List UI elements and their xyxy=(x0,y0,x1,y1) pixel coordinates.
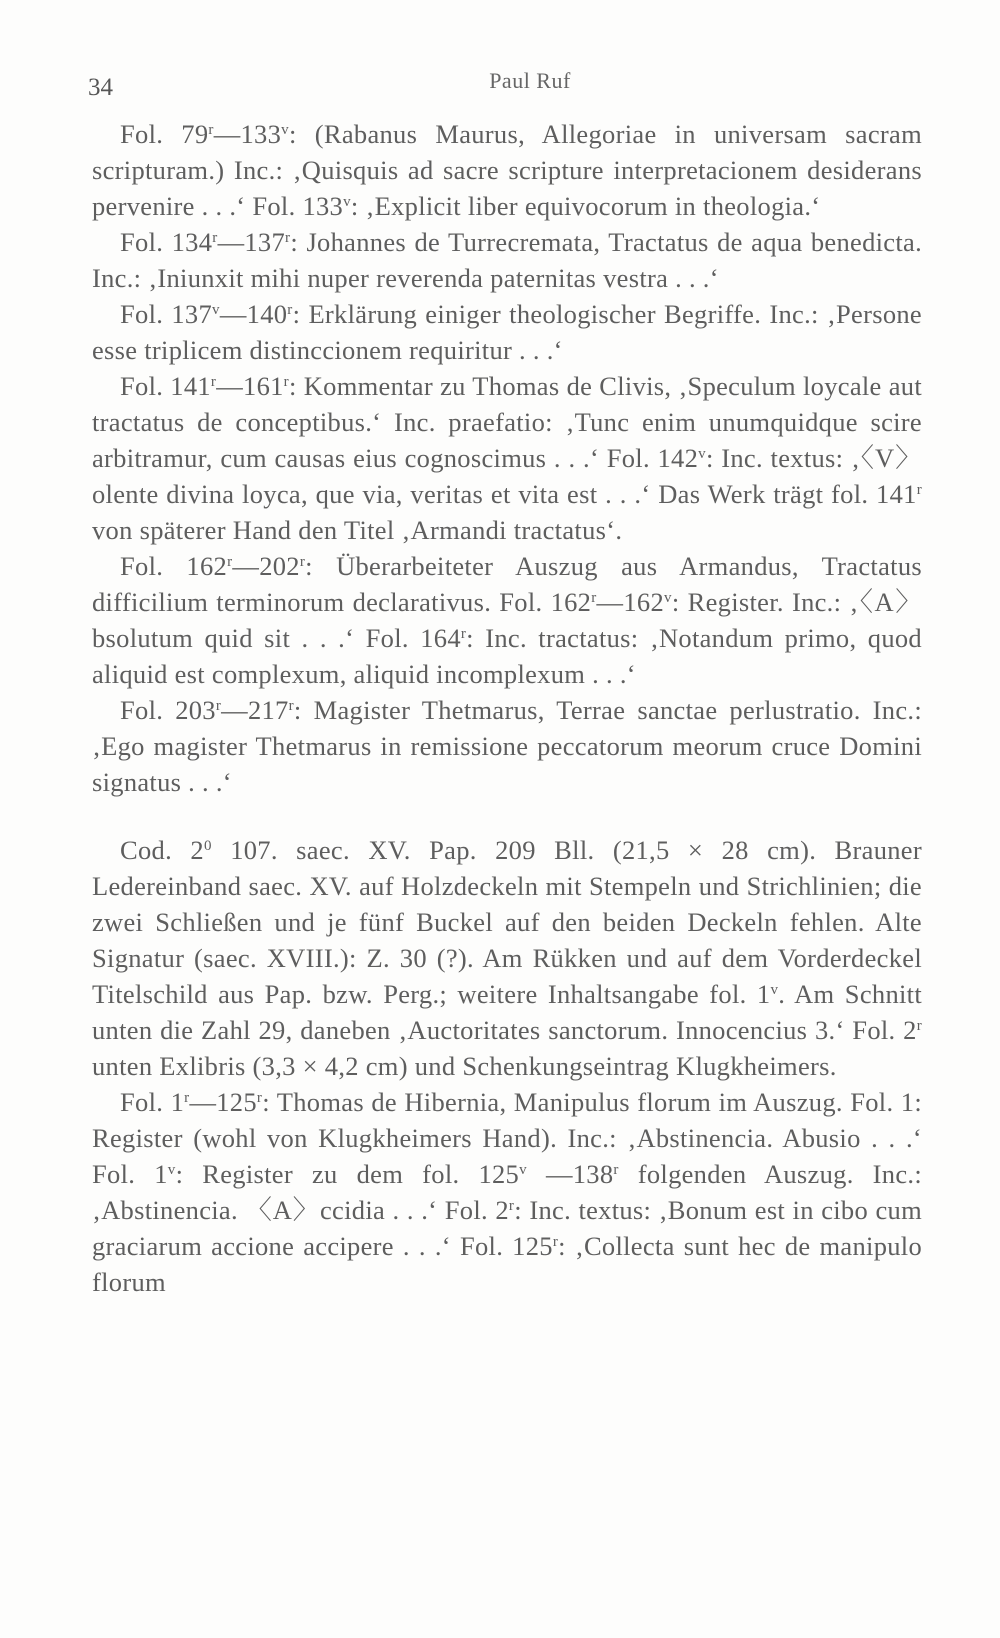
text-run: —162 xyxy=(596,587,664,617)
text-run: —133 xyxy=(213,119,282,149)
paragraph-codex-description xyxy=(92,832,922,1084)
folio-side-marker: 0 xyxy=(203,838,212,854)
text-run: : Inc. tractatus: ‚Notandum primo, quod aliquid est complexum, aliquid incomplexum . . .‘ xyxy=(92,623,922,689)
text-run: : Register zu dem fol. 125 xyxy=(175,1159,520,1189)
text-run: : Register. Inc.: ‚〈A〉bsolutum quid sit . . .‘ Fol. 164 xyxy=(92,587,923,653)
text-run: Cod. 2 xyxy=(120,835,204,865)
folio-side-marker: r xyxy=(552,1234,559,1250)
text-run: —137 xyxy=(217,227,286,257)
paragraph-fol-141-161 xyxy=(92,368,922,548)
folio-side-marker: r xyxy=(212,230,218,246)
paragraph-fol-137-140 xyxy=(92,296,922,368)
folio-side-marker: r xyxy=(227,554,233,570)
text-run: —125 xyxy=(189,1087,257,1117)
folio-side-marker: r xyxy=(591,590,597,606)
text-run: Fol. 137 xyxy=(120,299,213,329)
text-run: : Johannes de Turrecremata, Tractatus de aqua benedicta. Inc.: ‚Iniunxit mihi nuper reverenda paternitas vestra . . .‘ xyxy=(92,227,922,293)
folio-side-marker: r xyxy=(287,302,293,318)
folio-side-marker: r xyxy=(184,1090,190,1106)
folio-side-marker: r xyxy=(256,1090,263,1106)
text-run: : Inc. textus: ‚Bonum est in cibo cum graciarum accione accipere . . .‘ Fol. 125 xyxy=(92,1195,923,1261)
folio-side-marker: r xyxy=(285,230,291,246)
folio-side-marker: r xyxy=(288,698,294,714)
text-run: : Thomas de Hibernia, Manipulus florum im Auszug. Fol. 1: Register (wohl von Klugkheimers Hand). Inc.: ‚Abstinencia. Abusio . . .‘ Fol. 1 xyxy=(92,1087,922,1189)
folio-side-marker: v xyxy=(281,122,289,138)
text-run: —217 xyxy=(221,695,289,725)
folio-side-marker: r xyxy=(283,374,289,390)
folio-side-marker: r xyxy=(215,698,222,714)
text-run: : ‚Explicit liber equivocorum in theologia.‘ xyxy=(350,191,821,221)
text-run: —202 xyxy=(232,551,300,581)
text-run: unten Exlibris (3,3 × 4,2 cm) und Schenkungseintrag Klugkheimers. xyxy=(92,1051,837,1081)
text-run: von späterer Hand den Titel ‚Armandi tractatus‘. xyxy=(92,515,623,545)
page-body xyxy=(92,116,922,1300)
text-run: folgenden Auszug. Inc.: ‚Abstinencia. 〈A〉ccidia . . .‘ Fol. 2 xyxy=(92,1159,922,1225)
folio-side-marker: r xyxy=(208,122,214,138)
text-run: : Magister Thetmarus, Terrae sanctae perlustratio. Inc.: ‚Ego magister Thetmarus in remissione peccatorum meorum cruce Domini signatus . . .‘ xyxy=(92,695,922,797)
text-run: Fol. 162 xyxy=(120,551,228,581)
text-run: Fol. 1 xyxy=(120,1087,185,1117)
text-run: Fol. 203 xyxy=(120,695,216,725)
text-run: : Überarbeiteter Auszug aus Armandus, Tractatus difficilium terminorum declarativus. Fol. 162 xyxy=(92,551,922,617)
text-run: : Erklärung einiger theologischer Begriffe. Inc.: ‚Persone esse triplicem distinccionem requiritur . . .‘ xyxy=(92,299,922,365)
folio-side-marker: r xyxy=(508,1198,515,1214)
paragraph-fol-203-217 xyxy=(92,692,922,800)
text-run: Fol. 141 xyxy=(120,371,211,401)
paragraph-fol-162-202 xyxy=(92,548,922,692)
folio-side-marker: v xyxy=(167,1162,176,1178)
folio-side-marker: v xyxy=(212,302,220,318)
folio-side-marker: v xyxy=(519,1162,527,1178)
text-run: Fol. 134 xyxy=(120,227,213,257)
text-run: : (Rabanus Maurus, Allegoriae in universam sacram scripturam.) Inc.: ‚Quisquis ad sacre scripture interpretacionem desiderans pervenire . . .‘ Fol. 133 xyxy=(92,119,922,221)
paragraph-fol-79-133 xyxy=(92,116,922,224)
text-run: : Inc. textus: ‚〈V〉olente divina loyca, que via, veritas et vita est . . .‘ Das Werk trägt fol. 141 xyxy=(92,443,922,509)
text-run: —161 xyxy=(216,371,284,401)
running-title: Paul Ruf xyxy=(489,68,571,93)
folio-side-marker: r xyxy=(460,626,467,642)
paragraph-fol-1-125 xyxy=(92,1084,922,1300)
text-run: Fol. 79 xyxy=(120,119,209,149)
folio-side-marker: v xyxy=(770,982,779,998)
folio-side-marker: r xyxy=(299,554,306,570)
text-run: . Am Schnitt unten die Zahl 29, daneben ‚Auctoritates sanctorum. Innocencius 3.‘ Fol. 2 xyxy=(92,979,922,1045)
folio-side-marker: r xyxy=(916,482,922,498)
text-run: : Kommentar zu Thomas de Clivis, ‚Speculum loycale aut tractatus de conceptibus.‘ Inc. praefatio: ‚Tunc enim unumquidque scire arbitramur, cum causas eius cognoscimus . . .‘ Fol. 142 xyxy=(92,371,922,473)
text-run: —140 xyxy=(219,299,288,329)
page-number: 34 xyxy=(88,74,113,101)
folio-side-marker: v xyxy=(664,590,672,606)
folio-side-marker: r xyxy=(916,1018,922,1034)
folio-side-marker: r xyxy=(613,1162,619,1178)
text-run: : ‚Collecta sunt hec de manipulo florum xyxy=(92,1231,923,1297)
folio-side-marker: r xyxy=(210,374,217,390)
paragraph-fol-134-137 xyxy=(92,224,922,296)
text-run: 107. saec. XV. Pap. 209 Bll. (21,5 × 28 cm). Brauner Ledereinband saec. XV. auf Holzdeckeln mit Stempeln und Strichlinien; die zwei Schließen und je fünf Buckel auf den beiden Deckeln fehlen. Alte Signatur (saec. XVIII.): Z. 30 (?). Am Rükken und auf dem Vorderdeckel Titelschild aus Pap. bzw. Perg.; weitere Inhaltsangabe fol. 1 xyxy=(92,835,922,1009)
text-run: —138 xyxy=(526,1159,614,1189)
folio-side-marker: v xyxy=(343,194,351,210)
folio-side-marker: v xyxy=(698,446,706,462)
